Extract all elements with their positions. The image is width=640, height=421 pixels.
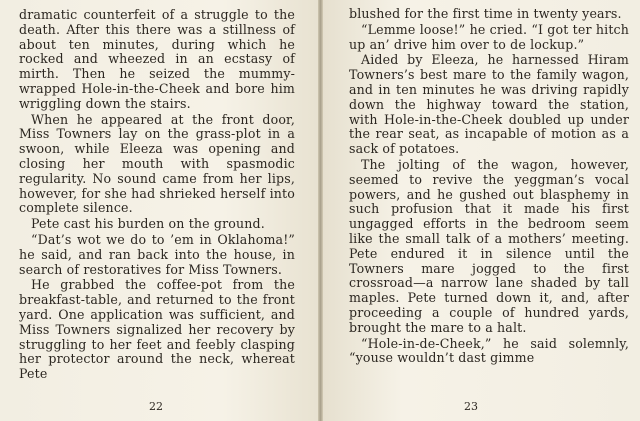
paragraph: blushed for the first time in twenty years. <box>349 6 622 21</box>
page-number: 23 <box>464 400 478 413</box>
paragraph: He grabbed the coffee-pot from the breakfast-table, and returned to the front yard. One application was sufficient, and Miss Towners signalized her recovery by struggling to her feet and feebly clasping her protector around the neck, whereat Pete <box>19 277 295 382</box>
right-page-text <box>349 7 629 366</box>
paragraph: “Hole-in-de-Cheek,” he said solemnly, “youse wouldn’t dast gimme <box>349 335 629 366</box>
paragraph: When he appeared at the front door, Miss Towners lay on the grass-plot in a swoon, while Eleeza was opening and closing her mouth with spasmodic regularity. No sound came from her lips, however, for she had shrieked herself into complete silence. <box>19 111 295 216</box>
paragraph: Aided by Eleeza, he harnessed Hiram Towners’s best mare to the family wagon, and in ten minutes he was driving rapidly down the highway toward the station, with Hole-in-the-Cheek doubled up under the rear seat, as incapable of motion as a sack of potatoes. <box>349 52 629 157</box>
right-page <box>323 0 640 421</box>
page-number: 22 <box>149 400 163 413</box>
paragraph: “Lemme loose!” he cried. “I got ter hitch up an’ drive him over to de lockup.” <box>349 21 629 52</box>
left-page-text <box>19 8 295 382</box>
paragraph: dramatic counterfeit of a struggle to the death. After this there was a stillness of about ten minutes, during which he rocked and wheezed in an ecstasy of mirth. Then he seized the mummy-wrapped Hole-in-the-Cheek and bore him wriggling down the stairs. <box>19 7 295 111</box>
paragraph: Pete cast his burden on the ground. <box>31 216 265 232</box>
paragraph: The jolting of the wagon, however, seemed to revive the yeggman’s vocal powers, and he gushed out blasphemy in such profusion that it made his first ungagged efforts in the bedroom seem like the small talk of a mothers’ meeting. Pete endured it in silence until the Towners mare jogged to the first crossroad—a narrow lane shaded by tall maples. Pete turned down it, and, after proceeding a couple of hundred yards, brought the mare to a halt. <box>349 156 629 335</box>
left-page <box>0 0 318 421</box>
paragraph: “Dat’s wot we do to ’em in Oklahoma!” he said, and ran back into the house, in search of restoratives for Miss Towners. <box>19 231 295 277</box>
